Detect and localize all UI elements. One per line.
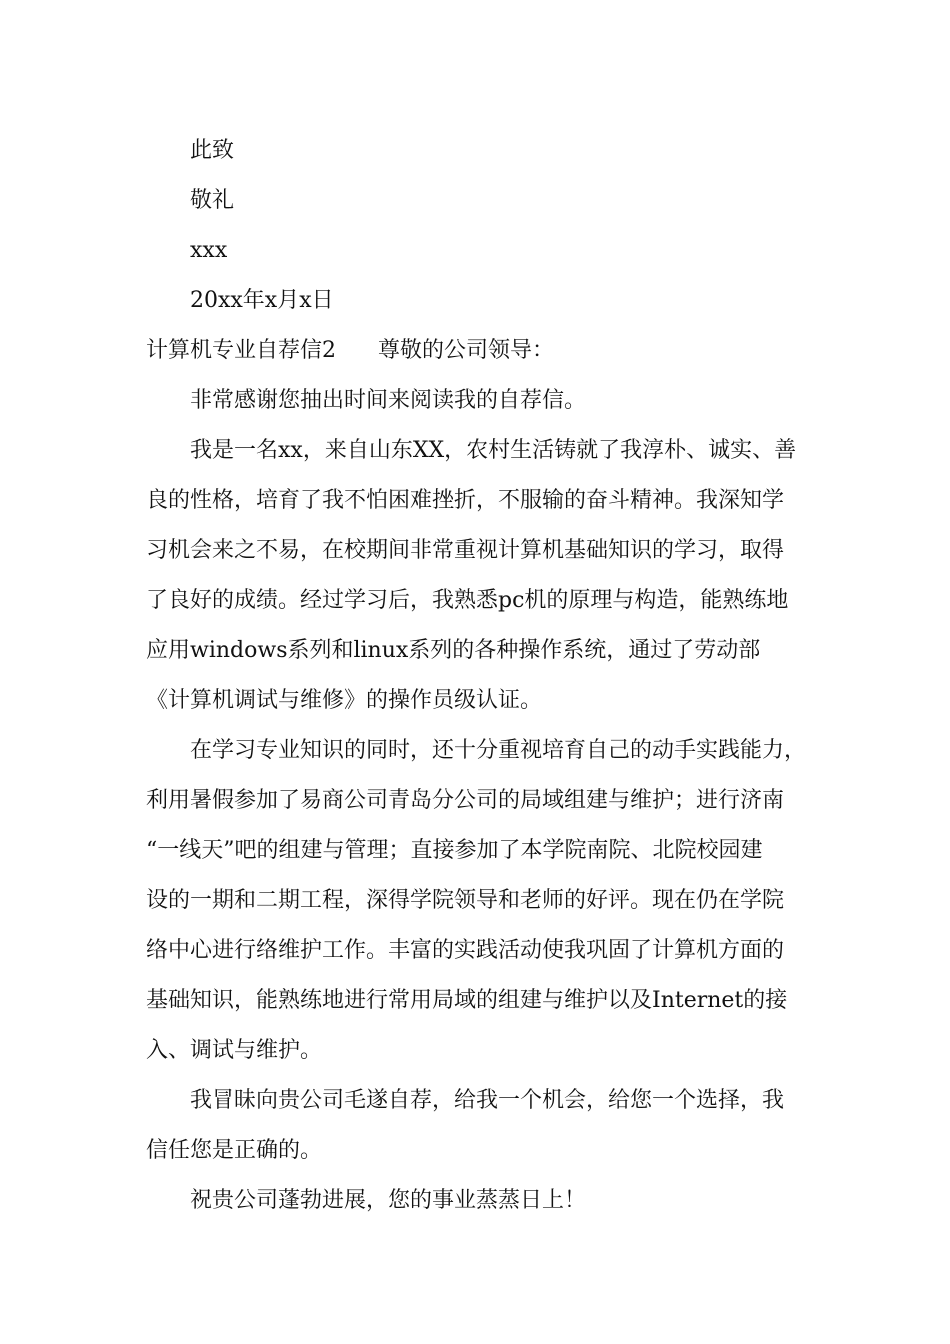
body-line: “一线天”吧的组建与管理；直接参加了本学院南院、北院校园建 — [146, 838, 763, 863]
letter-heading: 计算机专业自荐信2 — [146, 338, 336, 363]
letter-heading-row — [146, 336, 554, 366]
body-line: 基础知识，能熟练地进行常用局域的组建与维护以及Internet的接 — [146, 988, 788, 1013]
body-line: 应用windows系列和linux系列的各种操作系统，通过了劳动部 — [146, 638, 761, 663]
body-line: 信任您是正确的。 — [146, 1138, 323, 1163]
signature: xxx — [190, 238, 228, 263]
body-line: 非常感谢您抽出时间来阅读我的自荐信。 — [190, 388, 587, 413]
body-line: 设的一期和二期工程，深得学院领导和老师的好评。现在仍在学院 — [146, 888, 785, 913]
body-line: 在学习专业知识的同时，还十分重视培育自己的动手实践能力， — [190, 738, 807, 763]
closing-line-2: 敬礼 — [190, 188, 235, 213]
body-line: 我冒昧向贵公司毛遂自荐，给我一个机会，给您一个选择，我 — [190, 1088, 785, 1113]
body-line: 祝贵公司蓬勃进展，您的事业蒸蒸日上！ — [190, 1188, 587, 1213]
body-line: 《计算机调试与维修》的操作员级认证。 — [146, 688, 543, 713]
body-line: 了良好的成绩。经过学习后，我熟悉pc机的原理与构造，能熟练地 — [146, 588, 789, 613]
body-line: 良的性格，培育了我不怕困难挫折，不服输的奋斗精神。我深知学 — [146, 488, 785, 513]
body-line: 我是一名xx，来自山东XX，农村生活铸就了我淳朴、诚实、善 — [190, 438, 797, 463]
body-line: 利用暑假参加了易商公司青岛分公司的局域组建与维护；进行济南 — [146, 788, 785, 813]
date-line: 20xx年x月x日 — [190, 288, 334, 313]
body-line: 络中心进行络维护工作。丰富的实践活动使我巩固了计算机方面的 — [146, 938, 785, 963]
body-line: 入、调试与维护。 — [146, 1038, 323, 1063]
closing-line-1: 此致 — [190, 138, 235, 163]
body-line: 习机会来之不易，在校期间非常重视计算机基础知识的学习，取得 — [146, 538, 785, 563]
salutation: 尊敬的公司领导： — [378, 338, 555, 363]
